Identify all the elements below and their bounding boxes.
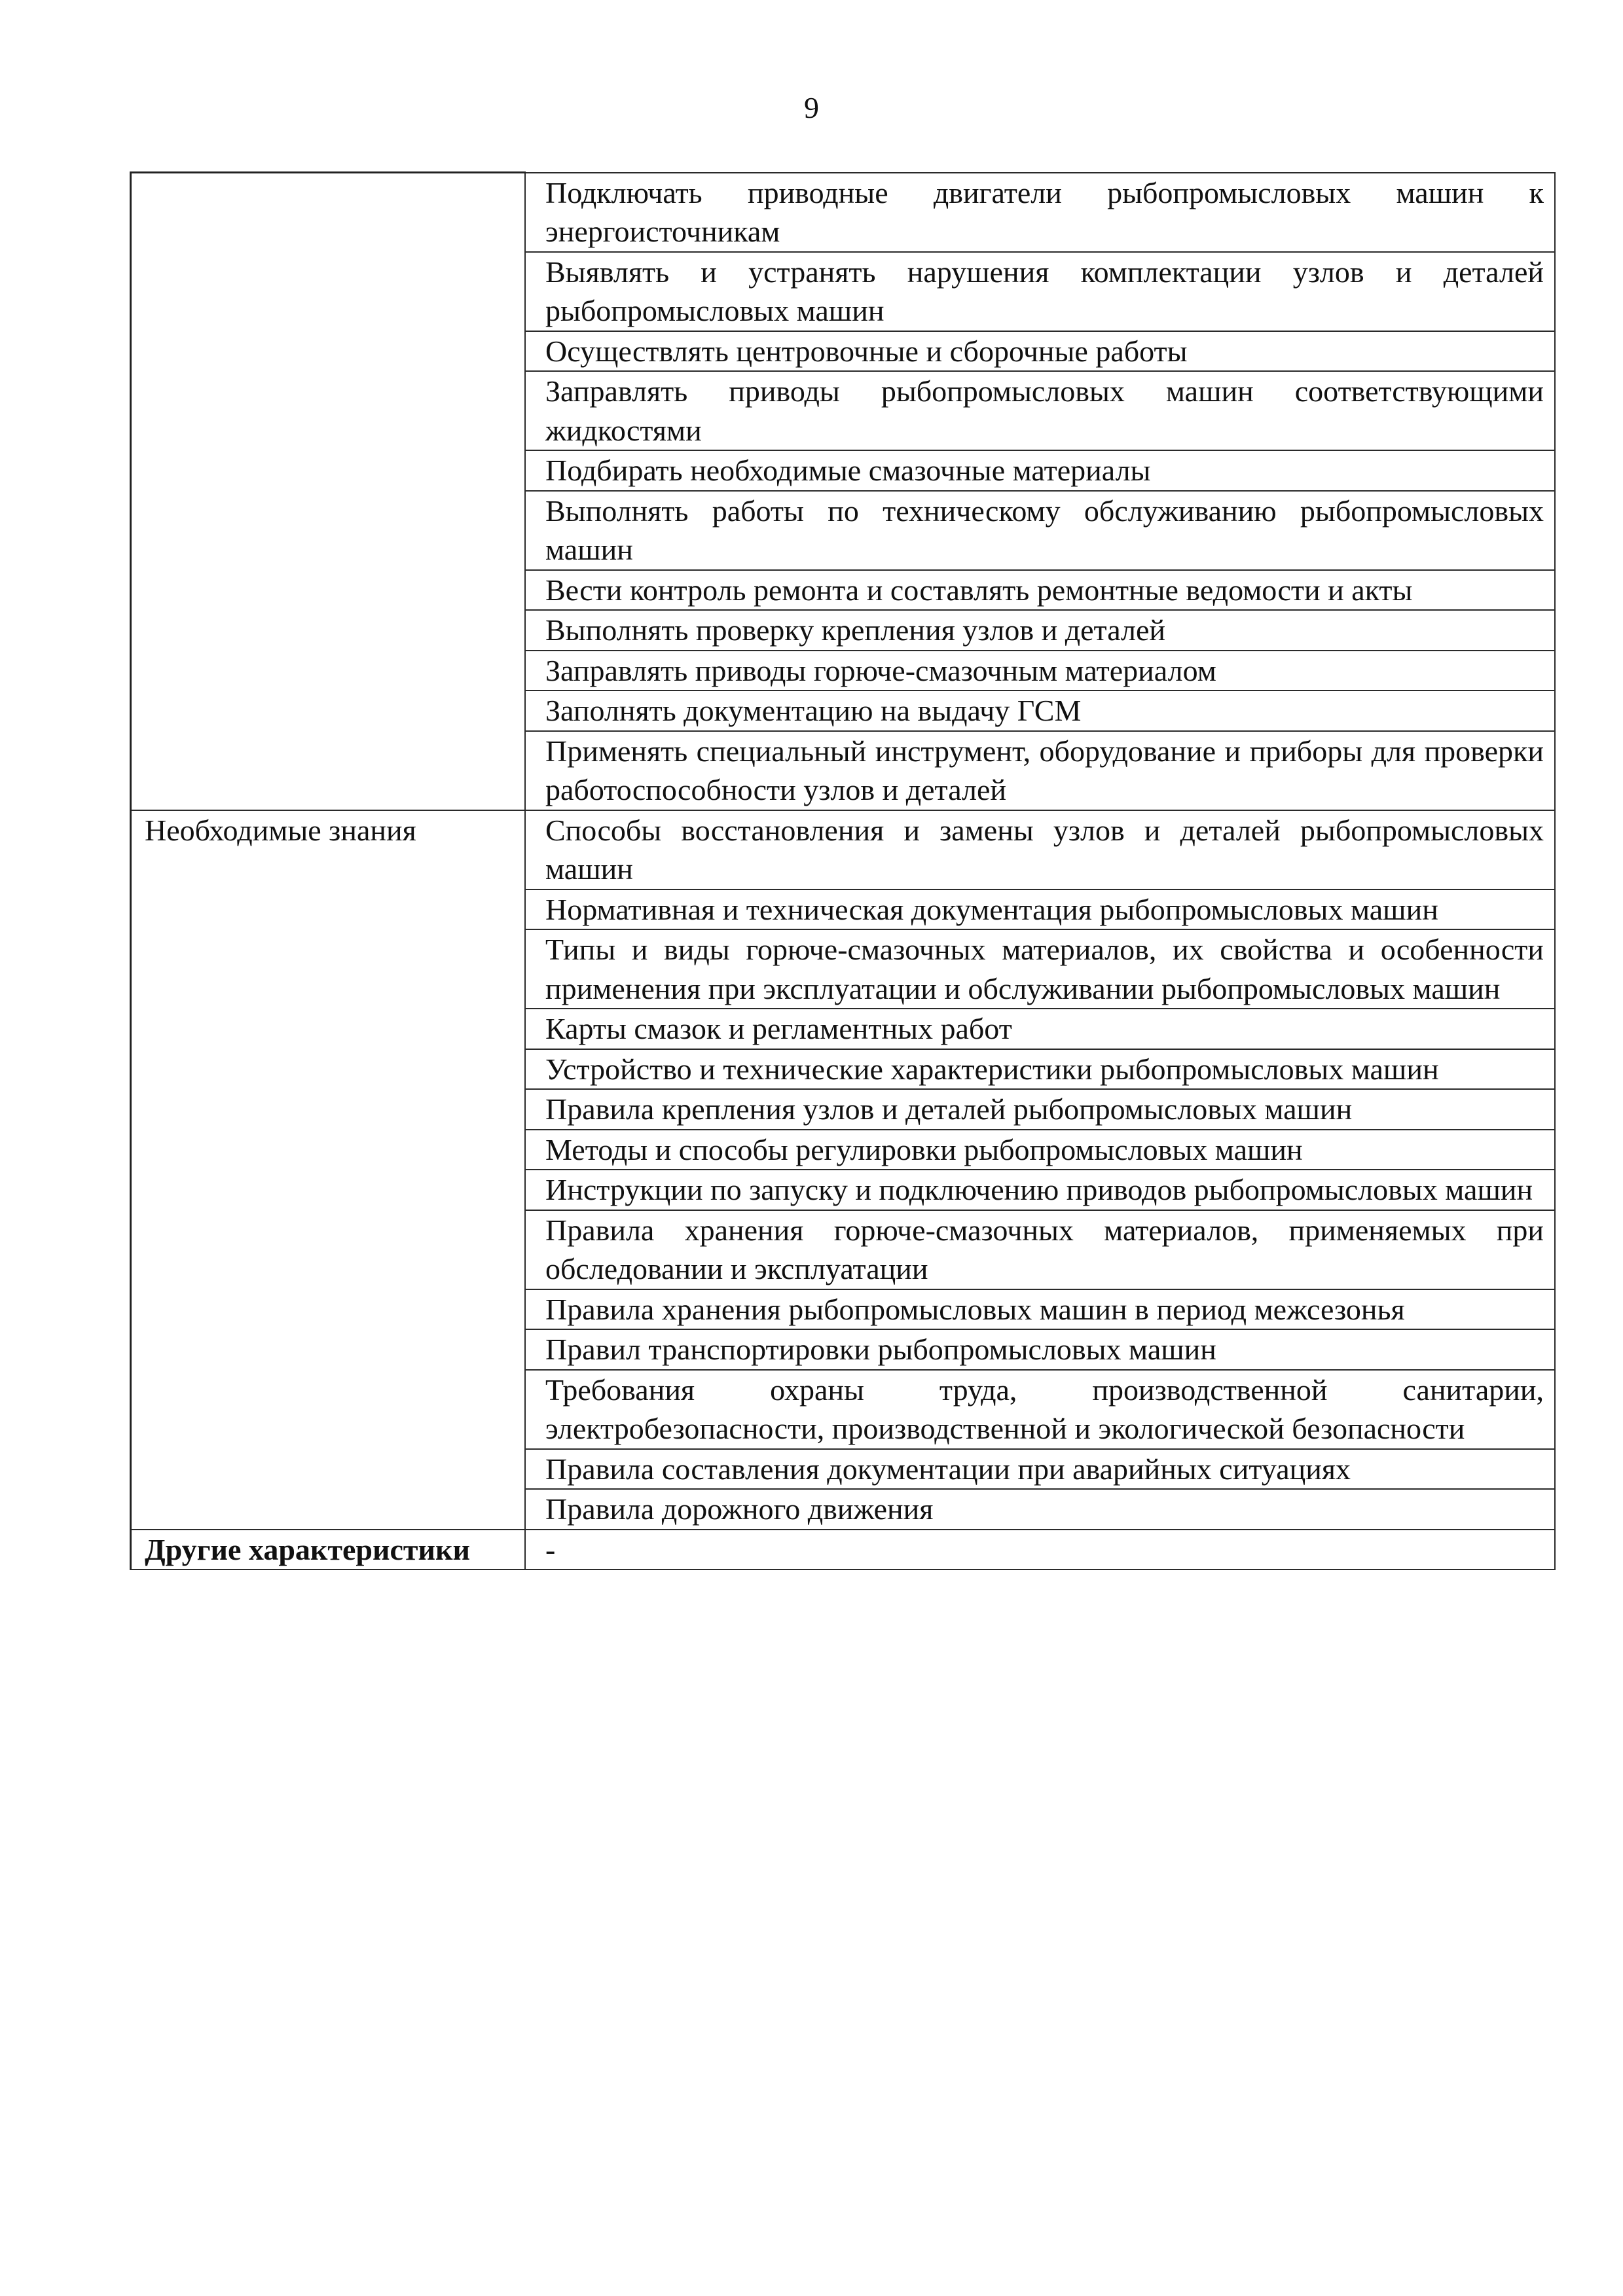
section-label-cell: [131, 810, 526, 1530]
table-cell: Карты смазок и регламентных работ: [525, 1009, 1555, 1049]
section-label-cell: [131, 1530, 526, 1570]
table-cell: Типы и виды горюче-смазочных материалов, их свойства и особенности применения при эксплуатации и обслуживании рыбопромысловых машин: [525, 929, 1555, 1009]
table-cell: Подбирать необходимые смазочные материалы: [525, 450, 1555, 491]
table-cell: Устройство и технические характеристики рыбопромысловых машин: [525, 1049, 1555, 1090]
table-cell: Правила хранения рыбопромысловых машин в период межсезонья: [525, 1289, 1555, 1330]
table-cell: Заправлять приводы рыбопромысловых машин соответствующими жидкостями: [525, 371, 1555, 450]
table-cell: Заправлять приводы горюче-смазочным материалом: [525, 651, 1555, 691]
table-row: [131, 1530, 1556, 1570]
table-cell: Выявлять и устранять нарушения комплектации узлов и деталей рыбопромысловых машин: [525, 252, 1555, 331]
table-row: [131, 810, 1556, 889]
table-cell: Правил транспортировки рыбопромысловых машин: [525, 1329, 1555, 1370]
table-cell: Заполнять документацию на выдачу ГСМ: [525, 691, 1555, 731]
qualification-table: [130, 171, 1556, 1570]
table-body: [131, 173, 1556, 1570]
table-cell: Осуществлять центровочные и сборочные работы: [525, 331, 1555, 372]
table-cell: Подключать приводные двигатели рыбопромысловых машин к энергоисточникам: [525, 173, 1555, 252]
table-cell: Выполнять проверку крепления узлов и деталей: [525, 610, 1555, 651]
page-number: 9: [804, 91, 819, 124]
section-label-other: Другие характеристики: [145, 1532, 471, 1566]
table-cell: Правила хранения горюче-смазочных материалов, применяемых при обследовании и эксплуатации: [525, 1210, 1555, 1289]
table-cell: Правила дорожного движения: [525, 1489, 1555, 1530]
table-cell: Методы и способы регулировки рыбопромысловых машин: [525, 1130, 1555, 1170]
table-cell: Способы восстановления и замены узлов и деталей рыбопромысловых машин: [525, 810, 1555, 889]
table-cell: Применять специальный инструмент, оборудование и приборы для проверки работоспособности узлов и деталей: [525, 731, 1555, 810]
table-cell: Требования охраны труда, производственной санитарии, электробезопасности, производственной и экологической безопасности: [525, 1370, 1555, 1449]
table-row: [131, 173, 1556, 252]
table-cell: -: [525, 1530, 1555, 1570]
table-cell: Выполнять работы по техническому обслуживанию рыбопромысловых машин: [525, 491, 1555, 570]
table-cell: Вести контроль ремонта и составлять ремонтные ведомости и акты: [525, 570, 1555, 611]
table-cell: Нормативная и техническая документация рыбопромысловых машин: [525, 889, 1555, 930]
table-cell: Правила составления документации при аварийных ситуациях: [525, 1449, 1555, 1490]
table-cell: Правила крепления узлов и деталей рыбопромысловых машин: [525, 1089, 1555, 1130]
table-cell: Инструкции по запуску и подключению приводов рыбопромысловых машин: [525, 1170, 1555, 1210]
section-label-knowledge: Необходимые знания: [145, 813, 416, 847]
section-label-cell: [131, 173, 526, 810]
